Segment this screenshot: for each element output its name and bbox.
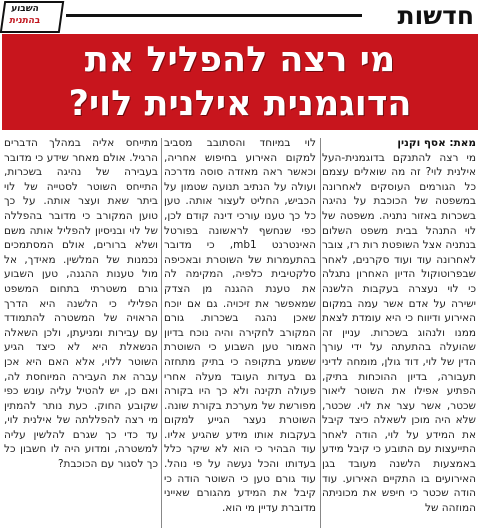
article-column-left <box>4 136 158 530</box>
header-rule <box>66 14 362 17</box>
column-divider <box>320 138 321 528</box>
byline: מאת: אסף וקנין <box>397 137 476 149</box>
headline-line1: מי רצה להפליל את <box>84 40 396 80</box>
article-column-right <box>322 136 476 530</box>
magazine-logo <box>0 1 64 33</box>
article-column-middle <box>164 136 316 530</box>
section-header <box>0 0 480 30</box>
column-divider <box>161 138 162 528</box>
section-title: חדשות <box>397 1 474 30</box>
headline-banner <box>2 34 478 130</box>
headline-line2: הדוגמנית אילנית לוי? <box>68 84 412 124</box>
column-text-middle: לוי במיוחד והסתובב מסביב למקום האירוע בחיפוש אחריה, וכאשר ראה מאזדה סוסה מדרכה ועולה על הנתיב תנועה שטמון על הכביש, החליט לעצור אותה. טען כל כך טענו עורכי דינה קודם לכן, כפי שנחשף לראשונה בפורטל האינטרנט mb1, כי מדובר בהתעמרות של השוטרת ובאכיפה סלקטיבית כלפיה, המקימה לה את טענת ההגנה מן הצדק שמאפשר את זיכויה. גם אם יוכח שאכן נהגה בשכרות. גורם המקורב לחקירה והיה נוכח בדיון האמור טען השבוע כי השוטרת ששמע בתקופה כי בתיק מתחזה גם בעדות העובד מעלה אחרי פעולה תקינה ולא כך היו בקורה מפורשת של מערכת בקורת שונה. השוטרת נעצר הגייע למקום בעקבות אותו מידע שהגיע אליו. עוד הבהיר כי הוא לא שיקר כלל בעדותו והכל נעשה על פי נוהל. עוד גורם טען כי השוטר הודה כי קיבל את המידע מהגורם שאייני מדוברת עדיין מי הוא. <box>164 137 316 514</box>
column-text-right: מי רצה להתנקם בדוגמנית-העל אילנית לוי? זה מה שואלים עצמם כל הגורמים העוסקים לאחרונה במשפטה של הכוכבת על נהיגה בשכרות באזור נתניה. משפטה של לוי התנהל בבית משפט השלום בנתניה אצל השופטת רות רז, צובר לאחרונה עוד ועוד סקרנים, לאחר שבפרוטוקול הדיון האחרון נתגלה כי לוי נעצרה בעקבות הלשנה ישירה על אדם אשר עמה במקום האירוע ודיווח כי היא עומדת לצאת ממנו ולנהוג בשכרות. עניין זה שהועלה בהתעתה על ידי עורך הדין של לוי, דוד גולן, מומחה לדיני תעבורה, בדיון ההוכחות בתיק, הפתיע אפילו את השוטר ליאור שכטר, אשר עצר את לוי. שכטר, שלא היה מוכן לשאלה כיצד קיבל את המידע על לוי, הודה לאחר התייעצות עם התובע כי קיבל מידע באמצעות הלשנה מעובד בגן האירועים בו התקיים האירוע. עוד הודה שכטר כי חיפש את מכוניתה המוזהה של <box>322 151 476 514</box>
logo-line2: בהתנית <box>8 16 41 26</box>
logo-line1: השבוע <box>10 4 40 14</box>
column-text-left: מתייחס אליה במהלך הדברים הרגיל. אולם מאחר שידע כי מדובר בעבירה של נהיגה בשכרות, התייחס השוטר לסטייה של לוי ביתר שאת ועצר אותה. על כך טוען המקורב כי מדובר בהפללה של לוי ובניסיון להפליל אותה משם ושלא ברורים, אולם המסתמכים נכמנות של המלשין. מאידך, אל מול טענות ההגנה, טען השבוע גורם משטרתי בתחום המשפט הפלילי כי הלשנה היא הדרך הראויה של המשטרה להתמודד עם עבירות ומניעתן, ולכן השאלה הנשאלת היא לא כיצד הגיע השוטר ללוי, אלא האם היא אכן עברה את העבירה המיוחסת לה, ואם כן, יש להטיל עליה עונש כפי שקובע החוק. כעת נותר להמתין מי רצה להפללתה של אילנית לוי, עד כדי כך שגרם להלשין עליה למשטרה, ומדוע היה לו חשבון כל כך לסגור עם הכוכבת? <box>4 137 158 471</box>
